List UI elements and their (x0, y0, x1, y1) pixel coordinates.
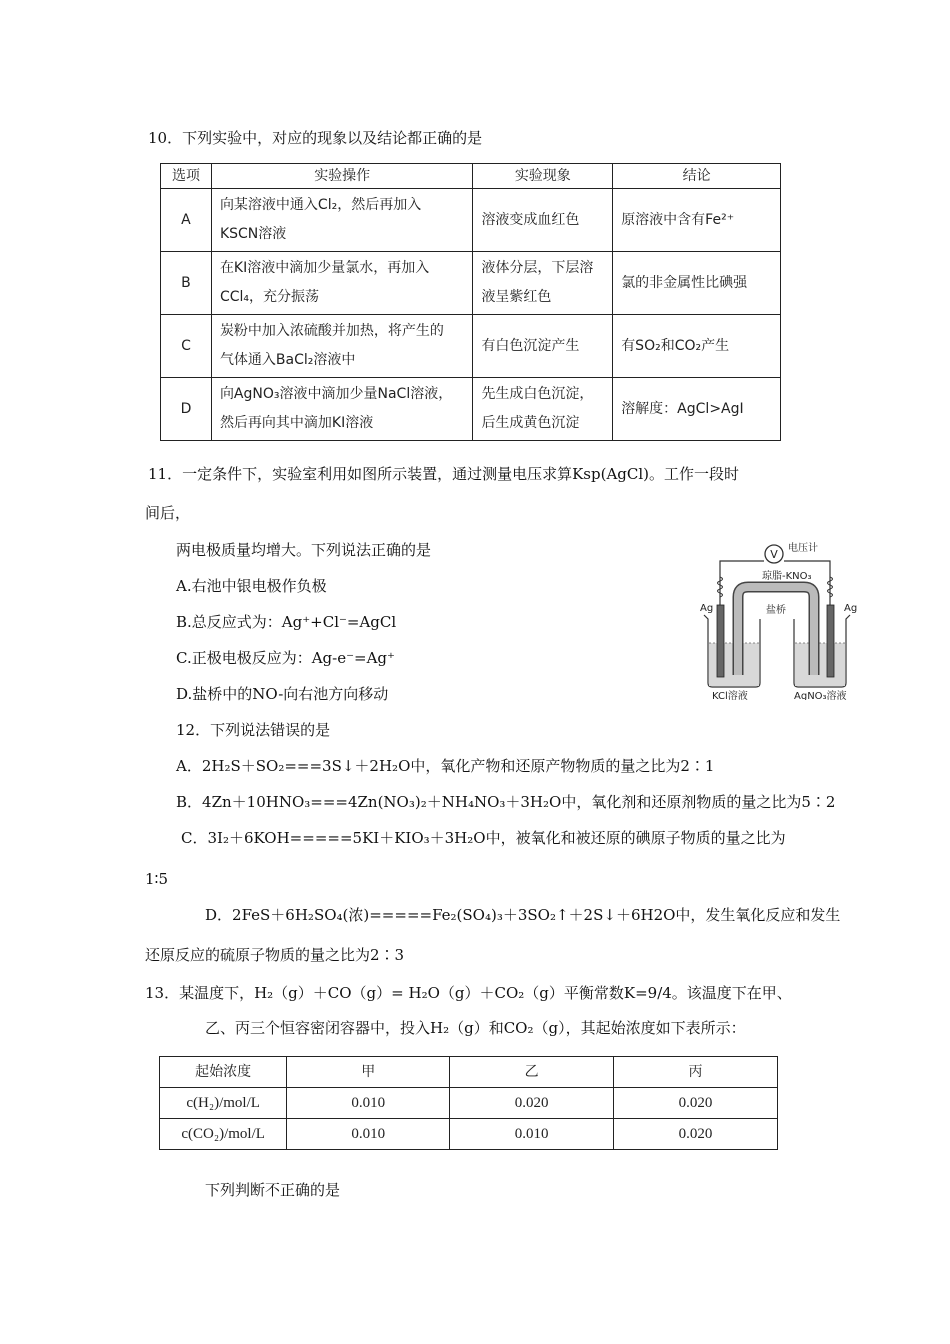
left-solution-label: KCl溶液 (712, 691, 748, 700)
q10-conclusion-line1: 有SO₂和CO₂产生 (621, 337, 730, 354)
q13-header-yi: 乙 (450, 1057, 614, 1088)
voltmeter-symbol: V (770, 548, 778, 561)
q11-option-d: D.盐桥中的NO-向右池方向移动 (176, 685, 389, 703)
q12-option-b: B．4Zn＋10HNO₃===4Zn(NO₃)₂＋NH₄NO₃＋3H₂O中，氧化剂和还原剂物质的量之比为5∶2 (176, 793, 836, 811)
left-electrode-label: Ag (700, 603, 714, 614)
q10-phenomenon (473, 315, 613, 378)
q10-header-row (161, 164, 781, 189)
q13-stem-line2: 乙、丙三个恒容密闭容器中，投入H₂（g）和CO₂（g），其起始浓度如下表所示： (205, 1019, 746, 1037)
q10-option: D (161, 378, 212, 441)
q10-operation-line1: 向AgNO₃溶液中滴加少量NaCl溶液， (219, 386, 453, 402)
q12-option-d-line1: D．2FeS＋6H₂SO₄(浓)=====Fe₂(SO₄)₃＋3SO₂↑＋2S↓＋6H2O中，发生氧化反应和发生 (205, 906, 841, 924)
q10-phenomenon (473, 378, 613, 441)
right-electrode-label: Ag (844, 603, 858, 614)
q10-operation (211, 378, 473, 441)
q10-phenomenon (473, 252, 613, 315)
q13-row-label: c(CO₂)/mol/L (160, 1119, 287, 1150)
q10-conclusion (613, 252, 781, 315)
q10-header-operation: 实验操作 (211, 164, 473, 189)
q10-row-a (161, 189, 781, 252)
voltmeter-label: 电压计 (788, 543, 818, 554)
right-solution (795, 643, 845, 686)
q10-conclusion-line1: 溶解度：AgCl>AgI (621, 400, 744, 417)
q10-option: B (161, 252, 212, 315)
q10-table (160, 163, 781, 441)
q10-operation-line2: 气体通入BaCl₂溶液中 (219, 352, 356, 368)
q10-header-phenomenon: 实验现象 (473, 164, 613, 189)
q10-conclusion-line1: 氯的非金属性比碘强 (621, 274, 748, 291)
q10-operation (211, 189, 473, 252)
q13-cell-yi: 0.010 (450, 1119, 614, 1150)
q13-row-label: c(H₂)/mol/L (160, 1088, 287, 1119)
q13-header-bing: 丙 (614, 1057, 778, 1088)
left-ag-electrode (717, 605, 724, 677)
q10-operation-line1: 在KI溶液中滴加少量氯水，再加入 (219, 260, 430, 276)
q10-option: C (161, 315, 212, 378)
q10-option: A (161, 189, 212, 252)
q10-header-option: 选项 (161, 164, 212, 189)
q13-cell-yi: 0.020 (450, 1088, 614, 1119)
q13-header-jia: 甲 (287, 1057, 450, 1088)
q10-phenomenon-line1: 溶液变成血红色 (481, 211, 580, 228)
q12-option-c-line2: 1∶5 (145, 870, 168, 888)
q10-operation-line2: KSCN溶液 (219, 226, 287, 242)
q10-phenomenon (473, 189, 613, 252)
q12-option-d-line2: 还原反应的硫原子物质的量之比为2∶3 (145, 946, 405, 964)
q13-cell-bing: 0.020 (614, 1119, 778, 1150)
q11-option-b: B.总反应式为：Ag⁺+Cl⁻=AgCl (176, 613, 397, 631)
q10-row-d (161, 378, 781, 441)
q10-stem: 10．下列实验中，对应的现象以及结论都正确的是 (148, 129, 483, 147)
q10-operation-line1: 炭粉中加入浓硫酸并加热，将产生的 (219, 323, 444, 339)
q10-phenomenon-line1: 液体分层，下层溶 (481, 260, 594, 276)
q10-conclusion-line1: 原溶液中含有Fe²⁺ (621, 211, 735, 228)
q11-stem-line1: 11．一定条件下，实验室利用如图所示装置，通过测量电压求算Ksp(AgCl)。工作一段时 (148, 465, 740, 483)
q13-cell-bing: 0.020 (614, 1088, 778, 1119)
q10-row-b (161, 252, 781, 315)
q13-table (159, 1056, 778, 1150)
q10-conclusion (613, 315, 781, 378)
q10-operation-line2: CCl₄，充分振荡 (219, 289, 319, 305)
agar-label: 琼脂-KNO₃ (762, 571, 812, 582)
q10-operation (211, 315, 473, 378)
q12-option-a: A．2H₂S＋SO₂===3S↓＋2H₂O中，氧化产物和还原产物物质的量之比为2∶1 (176, 757, 715, 775)
q11-option-a: A.右池中银电极作负极 (176, 577, 327, 595)
q11-cell-figure (698, 535, 860, 700)
q10-phenomenon-line2: 液呈紫红色 (481, 289, 552, 305)
q13-row-h2 (160, 1088, 778, 1119)
q10-operation (211, 252, 473, 315)
q10-operation-line2: 然后再向其中滴加KI溶液 (219, 415, 374, 431)
q12-option-c-line1: C．3I₂＋6KOH=====5KI＋KIO₃＋3H₂O中，被氧化和被还原的碘原子物质的量之比为 (181, 829, 786, 847)
q10-header-conclusion: 结论 (613, 164, 781, 189)
q11-stem-line3: 两电极质量均增大。下列说法正确的是 (176, 541, 432, 559)
q10-phenomenon-line1: 先生成白色沉淀， (481, 386, 594, 402)
q11-option-c: C.正极电极反应为：Ag-e⁻=Ag⁺ (176, 649, 395, 667)
q11-stem-line2: 间后， (145, 504, 191, 522)
q13-after-text: 下列判断不正确的是 (205, 1181, 341, 1199)
right-solution-label: AgNO₃溶液 (794, 691, 847, 700)
q13-cell-jia: 0.010 (287, 1088, 450, 1119)
q12-stem: 12．下列说法错误的是 (176, 721, 331, 739)
salt-bridge-label: 盐桥 (766, 605, 786, 616)
q13-header-label: 起始浓度 (160, 1057, 287, 1088)
q10-phenomenon-line1: 有白色沉淀产生 (481, 337, 580, 354)
q10-operation-line1: 向某溶液中通入Cl₂，然后再加入 (219, 197, 422, 213)
q10-conclusion (613, 189, 781, 252)
q13-stem-line1: 13．某温度下，H₂（g）＋CO（g）= H₂O（g）＋CO₂（g）平衡常数K=9/4。该温度下在甲、 (145, 984, 792, 1002)
q10-phenomenon-line2: 后生成黄色沉淀 (481, 415, 580, 431)
right-ag-electrode (827, 605, 834, 677)
q13-header-row (160, 1057, 778, 1088)
q10-row-c (161, 315, 781, 378)
q13-cell-jia: 0.010 (287, 1119, 450, 1150)
q13-row-co2 (160, 1119, 778, 1150)
q10-conclusion (613, 378, 781, 441)
